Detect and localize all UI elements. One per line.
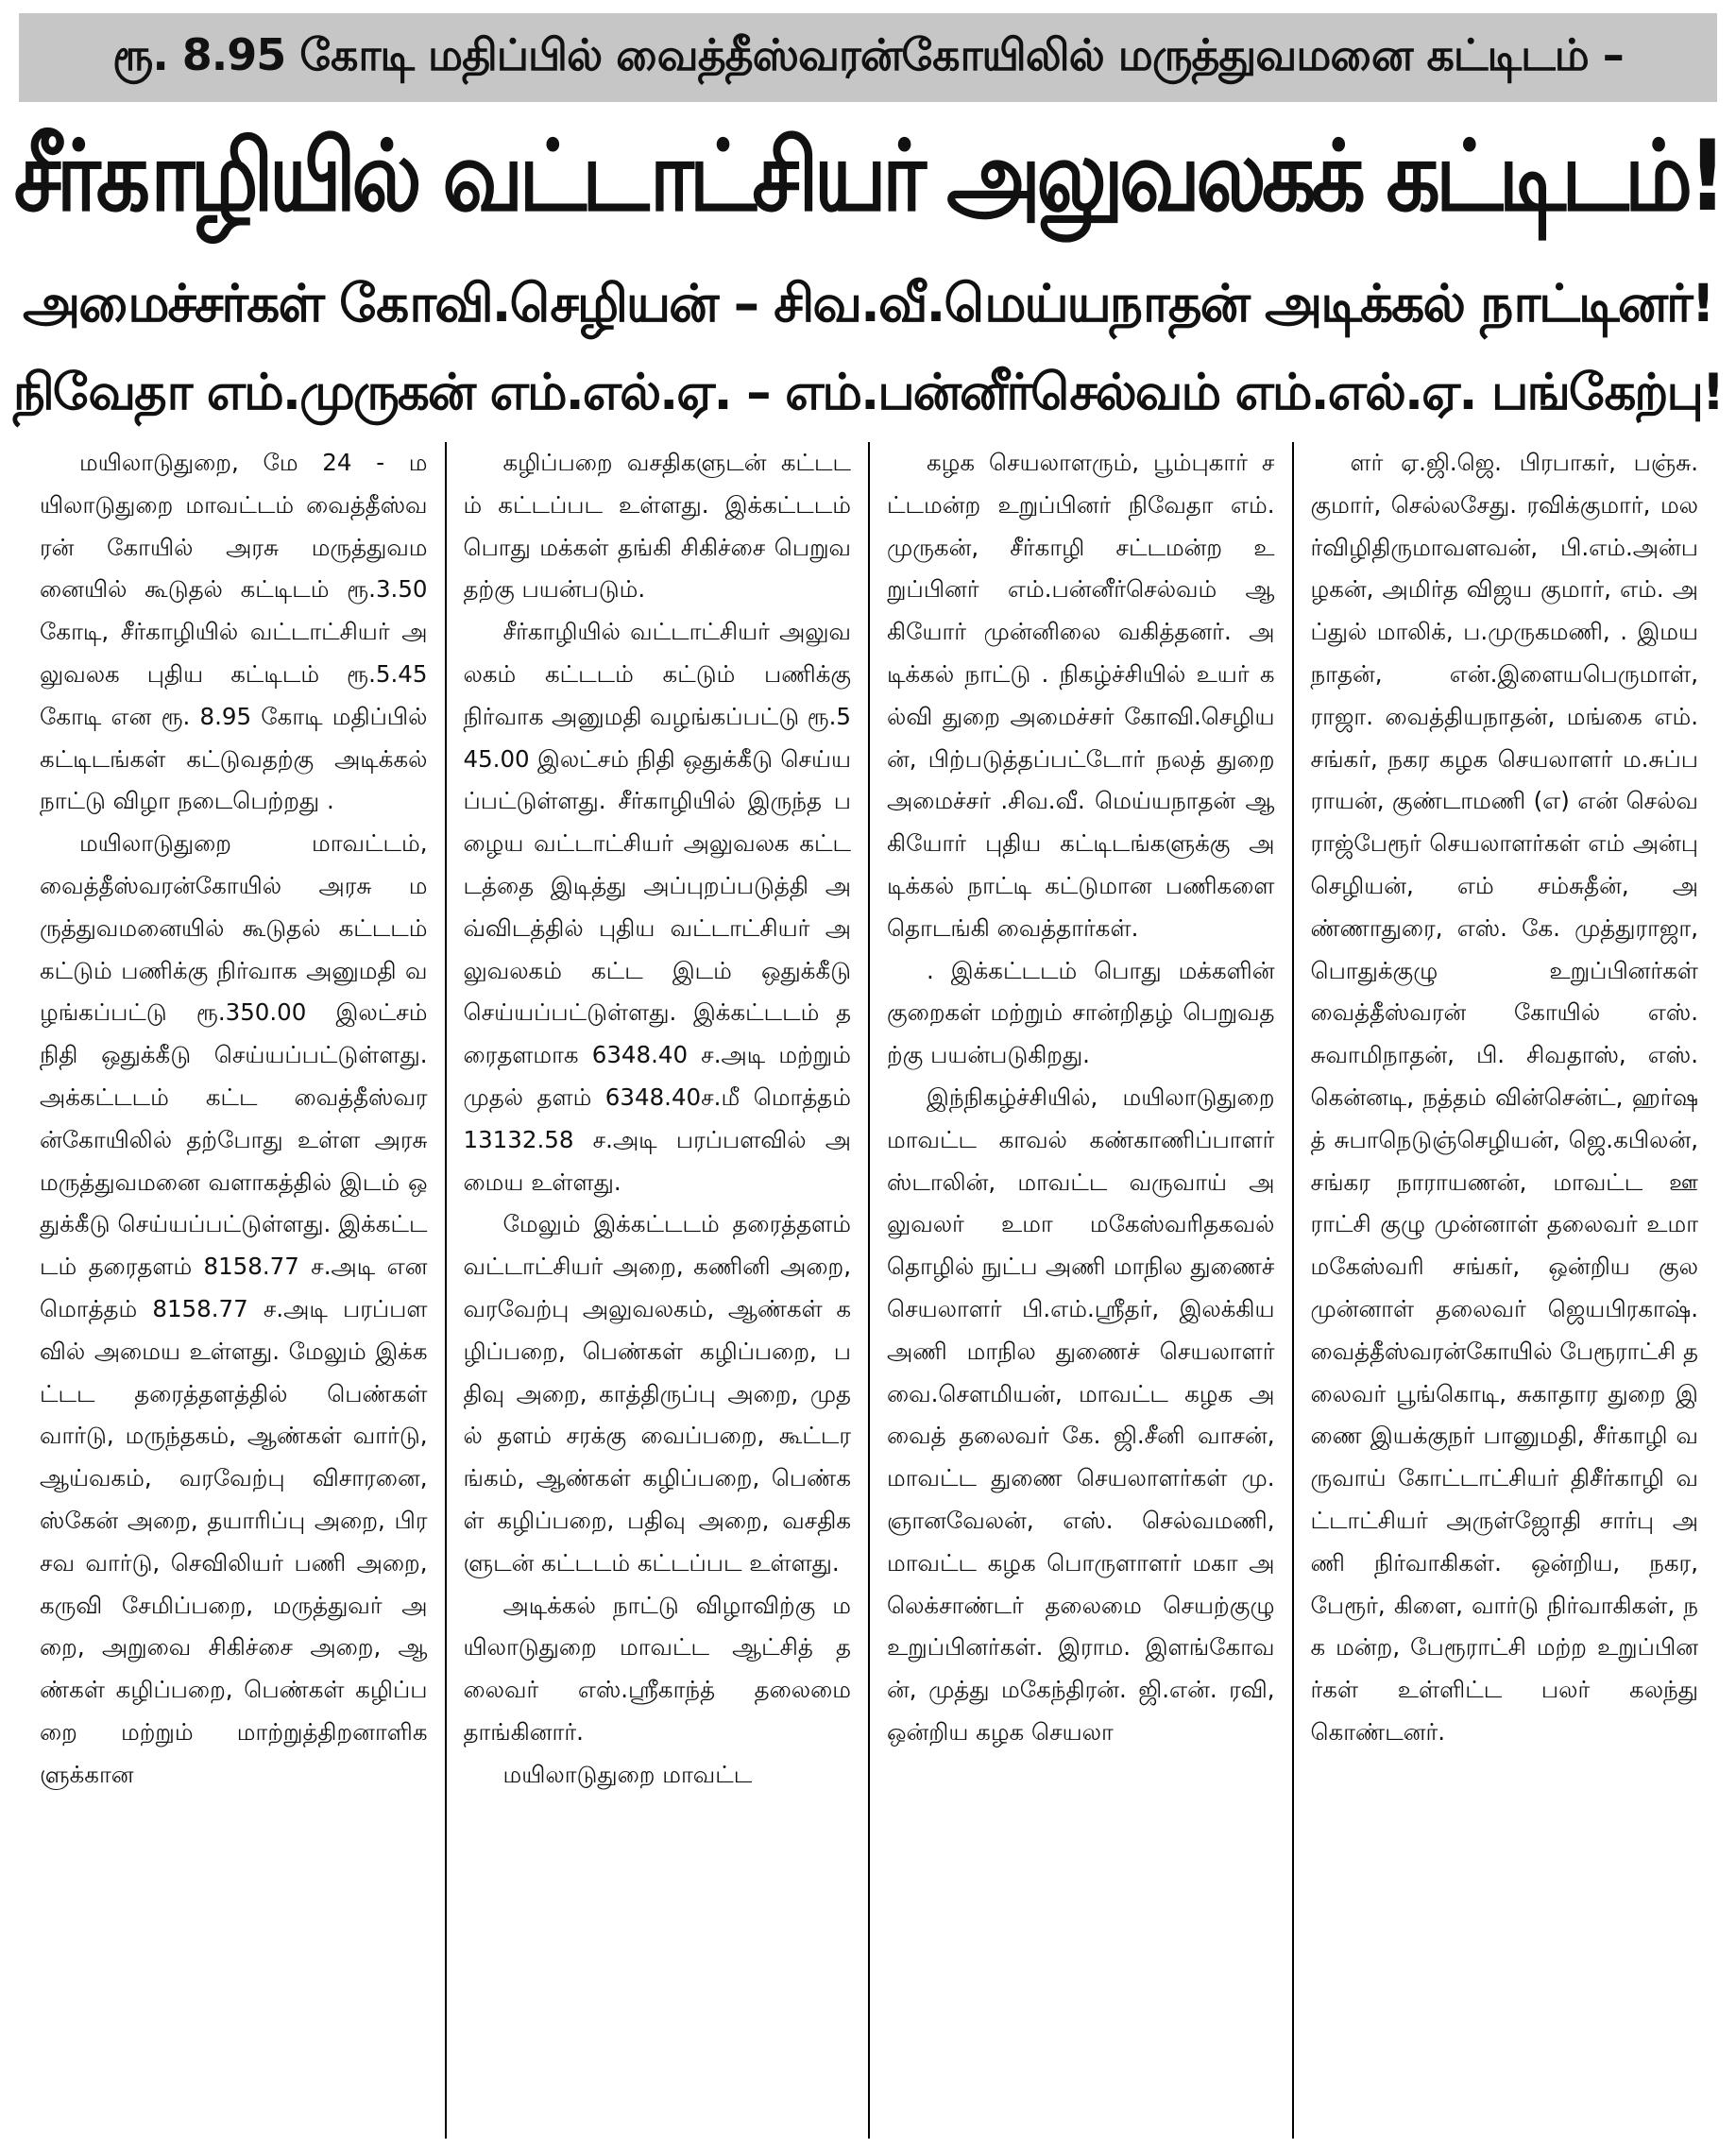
paragraph: சீர்காழியில் வட்டாட்சியர் அலுவலகம் கட்டடம் கட்டும் பணிக்கு நிர்வாக அனுமதி வழங்கப்பட்டு ரூ.545.00 இலட்சம் நிதி ஒதுக்கீடு செய்யப்பட்டுள்ளது. சீர்காழியில் இருந்த பழைய வட்டாட்சியர் அலுவலக கட்டடத்தை இடித்து அப்புறப்படுத்தி அவ்விடத்தில் புதிய வட்டாட்சியர் அலுவலகம் கட்ட இடம் ஒதுக்கீடு செய்யப்பட்டுள்ளது. இக்கட்டடம் தரைதளமாக 6348.40 ச.அடி மற்றும் முதல் தளம் 6348.40ச.மீ மொத்தம் 13132.58 ச.அடி பரப்பளவில் அமைய உள்ளது. bbox=[463, 618, 851, 1196]
paragraph: இந்நிகழ்ச்சியில், மயிலாடுதுறை மாவட்ட காவல் கண்காணிப்பாளர் ஸ்டாலின், மாவட்ட வருவாய் அலுவலர் உமா மகேஸ்வரிதகவல் தொழில் நுட்ப அணி மாநில துணைச் செயலாளர் பி.எம்.ஸ்ரீதர், இலக்கிய அணி மாநில துணைச் செயலாளர் வை.சௌமியன், மாவட்ட கழக அவைத் தலைவர் கே. ஜி.சீனி வாசன், மாவட்ட துணை செயலாளர்கள் மு.ஞானவேலன், எஸ். செல்வமணி, மாவட்ட கழக பொருளாளர் மகா அலெக்சாண்டர் தலைமை செயற்குழு உறுப்பினர்கள். இராம. இளங்கோவன், முத்து மகேந்திரன். ஜி.என். ரவி, ஒன்றிய கழக செயலா bbox=[887, 1083, 1275, 1746]
paragraph: மயிலாடுதுறை மாவட்டம், வைத்தீஸ்வரன்கோயில் அரசு மருத்துவமனையில் கூடுதல் கட்டடம் கட்டும் பணிக்கு நிர்வாக அனுமதி வழங்கப்பட்டு ரூ.350.00 இலட்சம் நிதி ஒதுக்கீடு செய்யப்பட்டுள்ளது. அக்கட்டடம் கட்ட வைத்தீஸ்வரன்கோயிலில் தற்போது உள்ள அரசு மருத்துவமனை வளாகத்தில் இடம் ஒதுக்கீடு செய்யப்பட்டுள்ளது. இக்கட்டடம் தரைதளம் 8158.77 ச.அடி எனமொத்தம் 8158.77 ச.அடி பரப்பளவில் அமைய உள்ளது. மேலும் இக்கட்டட தரைத்தளத்தில் பெண்கள் வார்டு, மருந்தகம், ஆண்கள் வார்டு, ஆய்வகம், வரவேற்பு விசாரனை, ஸ்கேன் அறை, தயாரிப்பு அறை, பிரசவ வார்டு, செவிலியர் பணி அறை, கருவி சேமிப்பறை, மருத்துவர் அறை, அறுவை சிகிச்சை அறை, ஆண்கள் கழிப்பறை, பெண்கள் கழிப்பறை மற்றும் மாற்றுத்திறனாளிகளுக்கான bbox=[40, 829, 428, 1788]
kicker-headline: ரூ. 8.95 கோடி மதிப்பில் வைத்தீஸ்வரன்கோயிலில் மருத்துவமனை கட்டிடம் – bbox=[19, 13, 1717, 102]
paragraph: மேலும் இக்கட்டடம் தரைத்தளம் வட்டாட்சியர் அறை, கணினி அறை, வரவேற்பு அலுவலகம், ஆண்கள் கழிப்பறை, பெண்கள் கழிப்பறை, பதிவு அறை, காத்திருப்பு அறை, முதல் தளம் சரக்கு வைப்பறை, கூட்டரங்கம், ஆண்கள் கழிப்பறை, பெண்கள் கழிப்பறை, பதிவு அறை, வசதிகளுடன் கட்டடம் கட்டப்பட உள்ளது. bbox=[463, 1210, 851, 1577]
subheadline-mlas: நிவேதா எம்.முருகன் எம்.எல்.ஏ. – எம்.பன்னீர்செல்வம் எம்.எல்.ஏ. பங்கேற்பு! bbox=[12, 364, 1724, 421]
paragraph: கழிப்பறை வசதிகளுடன் கட்டடம் கட்டப்பட உள்ளது. இக்கட்டடம் பொது மக்கள் தங்கி சிகிச்சை பெறுவதற்கு பயன்படும். bbox=[463, 449, 851, 604]
article-body bbox=[23, 442, 1715, 2139]
paragraph: ளர் ஏ.ஜி.ஜெ. பிரபாகர், பஞ்சு. குமார், செல்லசேது. ரவிக்குமார், மலர்விழிதிருமாவளவன், பி.எம்.அன்பழகன், அமிர்த விஜய குமார், எம். அப்துல் மாலிக், ப.முருகமணி, . இமய நாதன், என்.இளையபெருமாள், ராஜா. வைத்தியநாதன், மங்கை எம். சங்கர், நகர கழக செயலாளர் ம.சுப்பராயன், குண்டாமணி (எ) என் செல்வ ராஜ்பேரூர் செயலாளர்கள் எம் அன்பு செழியன், எம் சம்சுதீன், அண்ணாதுரை, எஸ். கே. முத்துராஜா, பொதுக்குழு உறுப்பினர்கள் வைத்தீஸ்வரன் கோயில் எஸ். சுவாமிநாதன், பி. சிவதாஸ், எஸ்.கென்னடி, நத்தம் வின்சென்ட், ஹர்ஷத் சுபாநெடுஞ்செழியன், ஜெ.கபிலன், சங்கர நாராயணன், மாவட்ட ஊராட்சி குழு முன்னாள் தலைவர் உமா மகேஸ்வரி சங்கர், ஒன்றிய குல முன்னாள் தலைவர் ஜெயபிரகாஷ். வைத்தீஸ்வரன்கோயில் பேரூராட்சி தலைவர் பூங்கொடி, சுகாதார துறை இணை இயக்குநர் பானுமதி, சீர்காழி வருவாய் கோட்டாட்சியர் திசீர்காழி வட்டாட்சியர் அருள்ஜோதி சார்பு அணி நிர்வாகிகள். ஒன்றிய, நகர, பேரூர், கிளை, வார்டு நிர்வாகிகள், நக மன்ற, பேரூராட்சி மற்ற உறுப்பினர்கள் உள்ளிட்ட பலர் கலந்து கொண்டனர். bbox=[1310, 449, 1698, 1746]
article-column-3 bbox=[870, 442, 1294, 2139]
paragraph: கழக செயலாளரும், பூம்புகார் சட்டமன்ற உறுப்பினர் நிவேதா எம்.முருகன், சீர்காழி சட்டமன்ற உறுப்பினர் எம்.பன்னீர்செல்வம் ஆகியோர் முன்னிலை வகித்தனர். அடிக்கல் நாட்டு . நிகழ்ச்சியில் உயர் கல்வி துறை அமைச்சர் கோவி.செழியன், பிற்படுத்தப்பட்டோர் நலத் துறை அமைச்சர் .சிவ.வீ. மெய்யநாதன் ஆகியோர் புதிய கட்டிடங்களுக்கு அடிக்கல் நாட்டி கட்டுமான பணிகளை தொடங்கி வைத்தார்கள். bbox=[887, 449, 1275, 942]
article-column-4 bbox=[1294, 442, 1716, 2139]
paragraph: மயிலாடுதுறை மாவட்ட bbox=[502, 1760, 753, 1788]
article-column-1 bbox=[23, 442, 447, 2139]
subheadline-ministers: அமைச்சர்கள் கோவி.செழியன் – சிவ.வீ.மெய்யநாதன் அடிக்கல் நாட்டினர்! bbox=[23, 273, 1713, 333]
paragraph: மயிலாடுதுறை, மே 24 - மயிலாடுதுறை மாவட்டம் வைத்தீஸ்வரன் கோயில் அரசு மருத்துவமனையில் கூடுதல் கட்டிடம் ரூ.3.50 கோடி, சீர்காழியில் வட்டாட்சியர் அலுவலக புதிய கட்டிடம் ரூ.5.45 கோடி என ரூ. 8.95 கோடி மதிப்பில் கட்டிடங்கள் கட்டுவதற்கு அடிக்கல் நாட்டு விழா நடைபெற்றது . bbox=[40, 449, 428, 815]
paragraph: . இக்கட்டடம் பொது மக்களின் குறைகள் மற்றும் சான்றிதழ் பெறுவதற்கு பயன்படுகிறது. bbox=[887, 956, 1275, 1069]
main-headline: சீர்காழியில் வட்டாட்சியர் அலுவலகக் கட்டிடம்! bbox=[13, 118, 1723, 233]
paragraph: அடிக்கல் நாட்டு விழாவிற்கு மயிலாடுதுறை மாவட்ட ஆட்சித் தலைவர் எஸ்.ஸ்ரீகாந்த் தலைமை தாங்கினார். bbox=[463, 1591, 851, 1746]
article-column-2 bbox=[447, 442, 871, 2139]
